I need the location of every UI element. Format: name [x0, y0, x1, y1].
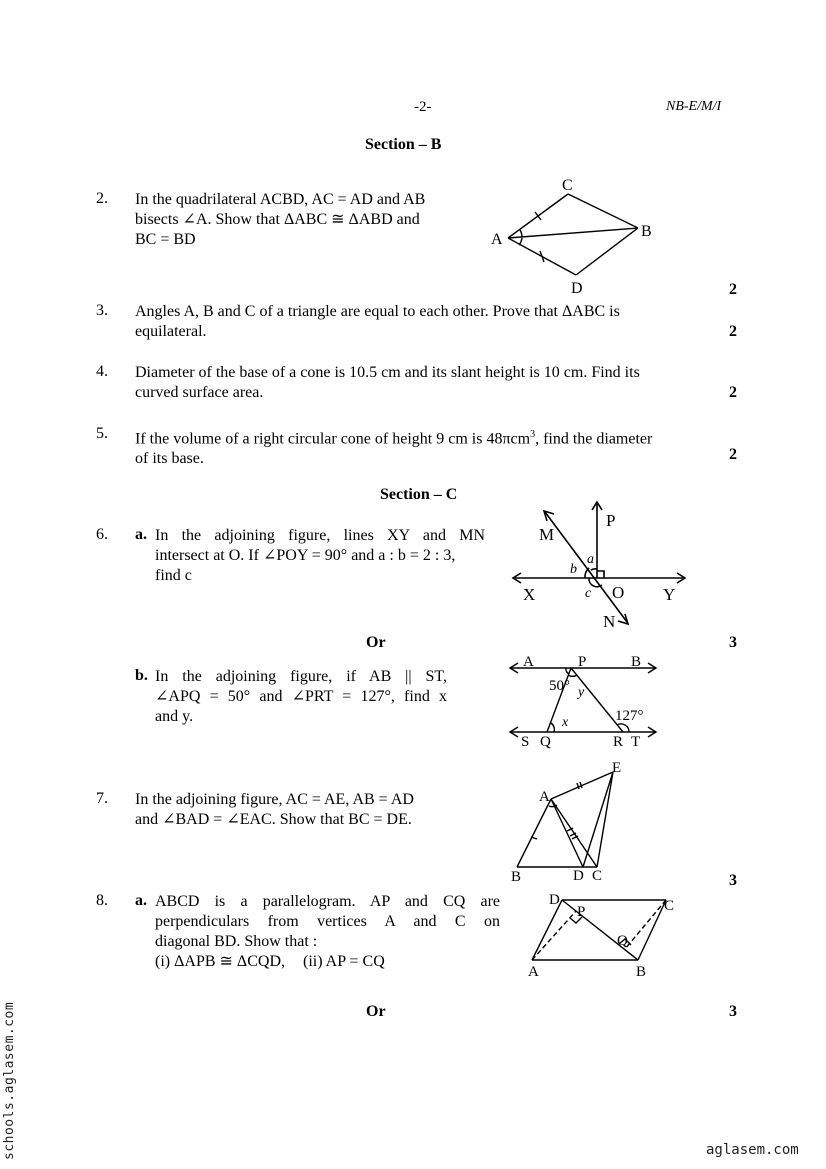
q2-marks: 2 — [729, 281, 737, 298]
q6a-line-2: intersect at O. If ∠POY = 90° and a : b = 2 : 3, — [155, 547, 456, 564]
q6-number: 6. — [96, 526, 108, 543]
q8-or: Or — [366, 1003, 386, 1020]
q6-marks: 3 — [729, 634, 737, 651]
q7-edge-ab — [517, 799, 551, 867]
q6a-label-c: c — [585, 586, 592, 601]
q2-text — [135, 190, 475, 250]
q7-label-d: D — [573, 868, 584, 884]
section-b-title: Section – B — [365, 136, 442, 153]
q6-or: Or — [366, 634, 386, 651]
q6b-label-x: x — [562, 715, 569, 730]
q2-label-c: C — [562, 177, 573, 194]
q3-line-2: equilateral. — [135, 323, 207, 340]
q2-line-3: BC = BD — [135, 231, 196, 248]
q7-edge-ad — [551, 799, 583, 867]
q8-label-d: D — [549, 892, 560, 908]
q8-label-q: Q — [617, 933, 628, 949]
q3-number: 3. — [96, 302, 108, 319]
q6a-label-y: Y — [663, 585, 676, 604]
q7-label-a: A — [539, 789, 550, 805]
page-number: -2- — [414, 99, 432, 115]
q6b-label-q: Q — [540, 734, 551, 750]
q6b-label-50: 50° — [549, 678, 570, 694]
q7-edge-ed — [583, 772, 613, 867]
q6a-text — [155, 526, 485, 586]
q6b-line-3: and y. — [155, 708, 194, 725]
q8-perp-ap — [532, 911, 576, 960]
q6b-label-r: R — [613, 734, 624, 750]
q6b-label-t: T — [631, 734, 641, 750]
q6a-label-o: O — [612, 583, 625, 602]
q7-edge-ae — [551, 772, 613, 799]
q7-text — [135, 790, 475, 830]
q3-line-1: Angles A, B and C of a triangle are equal to each other. Prove that ΔABC is — [135, 303, 620, 320]
q8-label-p: P — [577, 904, 586, 920]
q6a-arc-b — [585, 568, 589, 578]
q6b-label-b: B — [631, 654, 642, 670]
q5-line-1-pre: If the volume of a right circular cone of height 9 cm is 48πcm — [135, 430, 531, 448]
q8-edge-ad — [532, 900, 562, 960]
q5-line-1 — [135, 425, 720, 449]
q6b-label-p: P — [578, 654, 587, 670]
q3-text — [135, 302, 715, 342]
q6a-arc-a — [591, 569, 597, 570]
q6b-label-y: y — [578, 685, 585, 700]
q5-number: 5. — [96, 425, 108, 442]
q7-edge-ec — [597, 772, 613, 867]
q5-line-2: of its base. — [135, 450, 204, 468]
watermark-right: aglasem.com — [706, 1142, 799, 1158]
q2-label-b: B — [641, 223, 652, 240]
q7-number: 7. — [96, 790, 108, 807]
q6b-arc-50 — [566, 668, 569, 674]
q6a-figure — [505, 500, 695, 632]
q7-angle-arc — [549, 805, 557, 807]
q6b-line-1: In the adjoining figure, if AB || ST, — [155, 668, 447, 685]
q4-number: 4. — [96, 363, 108, 380]
q7-marks: 3 — [729, 872, 737, 889]
q2-label-d: D — [571, 280, 583, 297]
q6b-arc-127 — [617, 724, 629, 732]
q6b-arc-y — [568, 675, 577, 676]
q4-marks: 2 — [729, 384, 737, 401]
q8a-line-1: ABCD is a parallelogram. AP and CQ are — [155, 893, 500, 910]
q6b-arc-x — [551, 723, 554, 732]
q2-number: 2. — [96, 190, 108, 207]
q5-text — [135, 425, 720, 469]
q4-text — [135, 363, 715, 403]
q8a-line-4 — [155, 952, 500, 972]
q8-label-a: A — [528, 964, 539, 980]
q2-tick-ac — [535, 212, 541, 220]
q6a-label-x: X — [523, 585, 536, 604]
q2-figure — [485, 172, 665, 298]
q8-marks: 3 — [729, 1003, 737, 1020]
q8-diagonal-bd — [562, 900, 638, 960]
q6a-label-n: N — [603, 612, 616, 631]
q8a-part-ii: (ii) AP = CQ — [303, 953, 385, 970]
q8-edge-bc — [638, 900, 666, 960]
q8a-part-i: (i) ΔAPB ≅ ΔCQD, — [155, 953, 285, 970]
q6a-label-b: b — [570, 562, 577, 577]
q8-perp-cq — [625, 900, 666, 949]
q4-line-1: Diameter of the base of a cone is 10.5 cm and its slant height is 10 cm. Find its — [135, 364, 640, 381]
q8-part-a-label: a. — [135, 892, 147, 909]
q5-marks: 2 — [729, 446, 737, 463]
watermark-left: schools.aglasem.com — [2, 1001, 17, 1160]
q6a-label-p: P — [606, 511, 616, 530]
q2-edge-cb — [568, 194, 638, 228]
q7-line-2: and ∠BAD = ∠EAC. Show that BC = DE. — [135, 811, 412, 828]
q8-number: 8. — [96, 892, 108, 909]
q6a-right-angle — [597, 571, 604, 578]
q6a-line-1: In the adjoining figure, lines XY and MN — [155, 527, 485, 544]
q2-line-1: In the quadrilateral ACBD, AC = AD and AB — [135, 191, 426, 208]
q3-marks: 2 — [729, 323, 737, 340]
q5-line-1-post: , find the diameter — [535, 430, 653, 448]
q6b-text — [155, 667, 447, 727]
q2-edge-ab — [508, 228, 638, 238]
q8-label-c: C — [664, 898, 675, 914]
q8a-line-2: perpendiculars from vertices A and C on — [155, 913, 500, 930]
q2-edge-db — [576, 228, 638, 275]
q7-label-c: C — [592, 868, 603, 884]
q2-angle-arc-1 — [520, 230, 522, 237]
q7-edge-ac — [551, 799, 597, 867]
q2-angle-arc-2 — [519, 238, 522, 245]
q7-figure — [505, 755, 645, 885]
q4-line-2: curved surface area. — [135, 384, 264, 401]
q7-tick-ae-2 — [580, 782, 582, 788]
q7-line-1: In the adjoining figure, AC = AE, AB = AD — [135, 791, 414, 808]
q6a-label-m: M — [539, 525, 555, 544]
q6a-label-a: a — [587, 552, 594, 567]
q8-figure — [520, 888, 690, 982]
q7-label-e: E — [612, 760, 622, 776]
q6b-label-127: 127° — [615, 708, 644, 724]
q6a-line-3: find c — [155, 567, 192, 584]
paper-code: NB-E/M/I — [666, 99, 722, 114]
q6b-line-2: ∠APQ = 50° and ∠PRT = 127°, find x — [155, 688, 447, 705]
q5-superscript: 3 — [530, 429, 536, 440]
section-c-title: Section – C — [380, 486, 458, 503]
q6b-label-a: A — [523, 654, 534, 670]
q7-label-b: B — [511, 869, 522, 885]
q2-line-2: bisects ∠A. Show that ΔABC ≅ ΔABD and — [135, 211, 420, 228]
q6b-label-s: S — [521, 734, 530, 750]
q8a-line-3: diagonal BD. Show that : — [155, 933, 318, 950]
q8a-text — [155, 892, 500, 972]
q6-part-b-label: b. — [135, 667, 148, 684]
q2-label-a: A — [491, 231, 503, 248]
q6b-figure — [505, 650, 665, 750]
q8-label-b: B — [636, 964, 647, 980]
q6-part-a-label: a. — [135, 526, 147, 543]
